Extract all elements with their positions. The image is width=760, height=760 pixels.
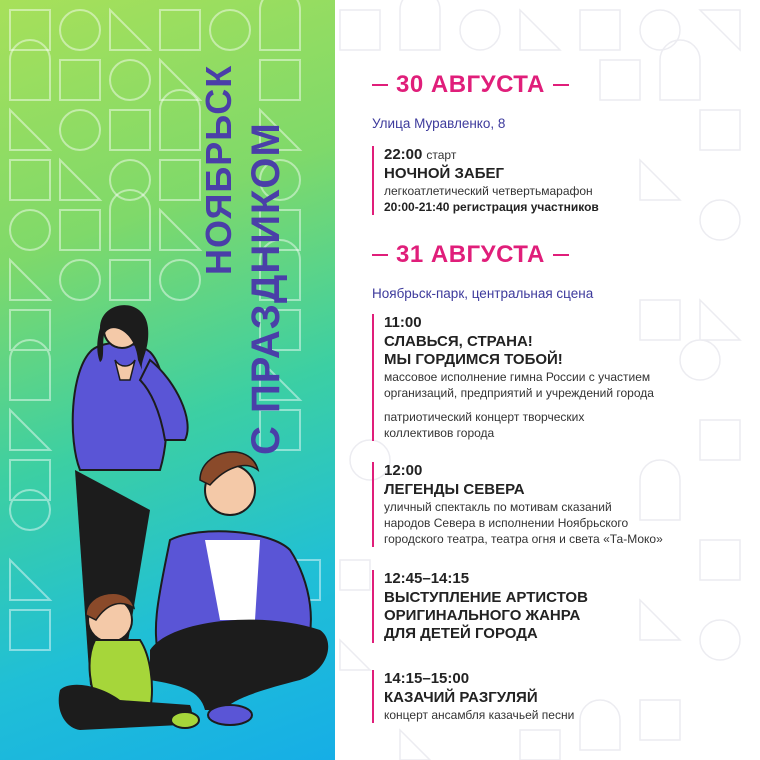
- event-time: 12:45–14:15: [384, 570, 470, 587]
- event-title: НОЧНОЙ ЗАБЕГ: [384, 165, 505, 182]
- event-time: 14:15–15:00: [384, 670, 470, 687]
- event-title-line: МЫ ГОРДИМСЯ ТОБОЙ!: [384, 351, 563, 368]
- date-heading-day1: [372, 70, 582, 100]
- event-desc-line: концерт ансамбля казачьей песни: [384, 708, 575, 722]
- event-artists: [372, 570, 722, 643]
- date-heading-day2: [372, 240, 582, 270]
- event-time: 12:00: [384, 462, 423, 479]
- event-registration: 20:00-21:40 регистрация участников: [384, 200, 599, 214]
- event-desc-line: народов Севера в исполнении Ноябрьского: [384, 516, 629, 530]
- event-title-line: ЛЕГЕНДЫ СЕВЕРА: [384, 481, 525, 498]
- event-desc-line: уличный спектакль по мотивам сказаний: [384, 500, 612, 514]
- event-title-line: ДЛЯ ДЕТЕЙ ГОРОДА: [384, 625, 538, 642]
- event-title-line: КАЗАЧИЙ РАЗГУЛЯЙ: [384, 689, 538, 706]
- event-legends: [372, 462, 722, 547]
- date-day2: 31 АВГУСТА: [396, 241, 545, 268]
- event-desc-line: массовое исполнение гимна России с участием: [384, 370, 651, 384]
- event-title-line: СЛАВЬСЯ, СТРАНА!: [384, 333, 533, 350]
- left-panel: [0, 0, 335, 760]
- event-cossack: [372, 670, 722, 723]
- event-desc: легкоатлетический четвертьмарафон: [384, 184, 593, 198]
- event-time: 11:00: [384, 314, 422, 331]
- venue-day1: Улица Муравленко, 8: [372, 116, 506, 131]
- event-desc-line: организаций, предприятий и учреждений города: [384, 386, 654, 400]
- title-city: НОЯБРЬСК: [198, 64, 239, 275]
- event-desc-line: коллективов города: [384, 426, 495, 440]
- title-greeting: С ПРАЗДНИКОМ: [244, 122, 288, 455]
- date-day1: 30 АВГУСТА: [396, 71, 545, 98]
- event-desc-line: городского театра, театра огня и света «Та-Моко»: [384, 532, 663, 546]
- man-figure: [150, 452, 328, 725]
- event-time: 22:00 старт: [384, 146, 457, 163]
- event-night-run: [372, 146, 722, 215]
- event-anthem: [372, 314, 722, 441]
- venue-day2: Ноябрьск-парк, центральная сцена: [372, 286, 594, 301]
- event-title-line: ВЫСТУПЛЕНИЕ АРТИСТОВ: [384, 589, 588, 606]
- event-desc-line: патриотический концерт творческих: [384, 410, 585, 424]
- event-title-line: ОРИГИНАЛЬНОГО ЖАНРА: [384, 607, 581, 624]
